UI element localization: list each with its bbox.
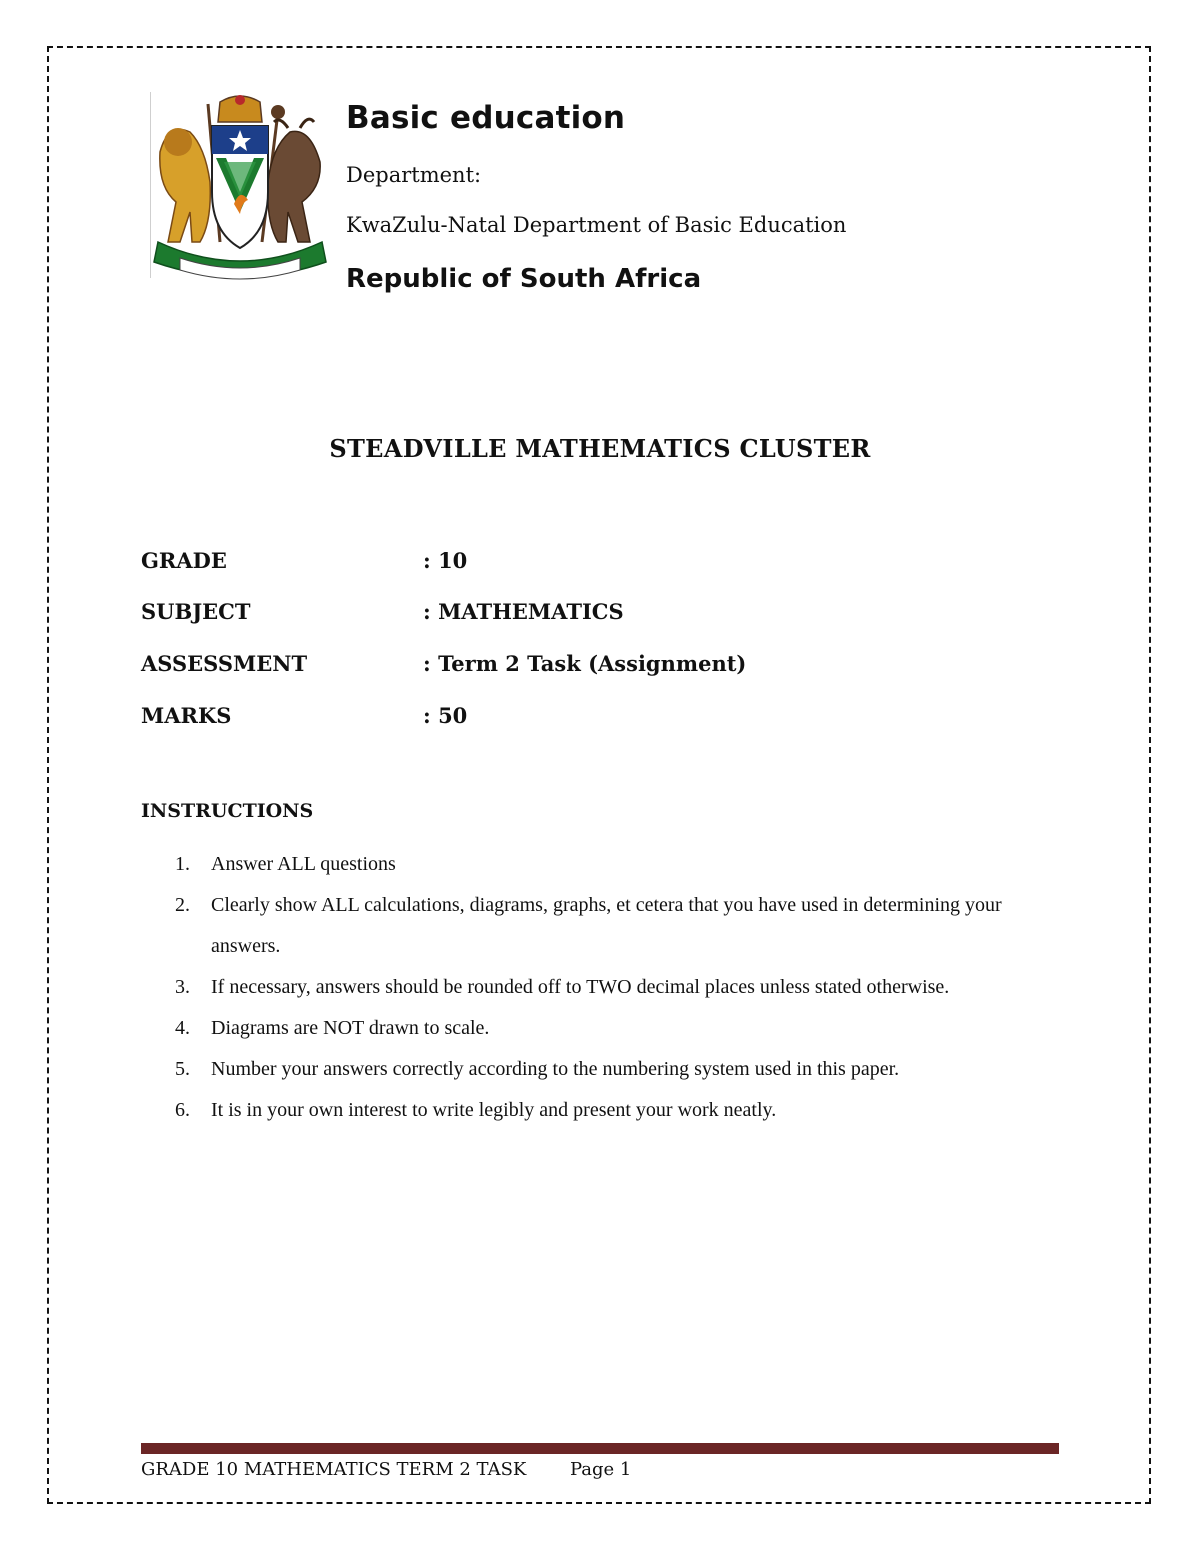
instruction-text: Diagrams are NOT drawn to scale. xyxy=(211,1017,490,1039)
instruction-number: 6. xyxy=(175,1099,190,1121)
meta-value: : 50 xyxy=(423,703,468,728)
meta-label: ASSESSMENT xyxy=(141,651,308,676)
instruction-number: 4. xyxy=(175,1017,190,1039)
instruction-text: Answer ALL questions xyxy=(211,853,396,875)
instruction-text: It is in your own interest to write legibly and present your work neatly. xyxy=(211,1099,777,1121)
instruction-number: 5. xyxy=(175,1058,190,1080)
footer-title: GRADE 10 MATHEMATICS TERM 2 TASK xyxy=(141,1459,527,1480)
meta-value: : 10 xyxy=(423,548,468,573)
meta-label: MARKS xyxy=(141,703,232,728)
meta-label: GRADE xyxy=(141,548,227,573)
instruction-text: Clearly show ALL calculations, diagrams, graphs, et cetera that you have used in determining your answers. xyxy=(211,894,1002,957)
instructions-title: INSTRUCTIONS xyxy=(141,800,314,822)
instruction-number: 1. xyxy=(175,853,190,875)
instruction-item xyxy=(141,1090,1041,1131)
meta-label: SUBJECT xyxy=(141,599,251,624)
department-name: KwaZulu-Natal Department of Basic Education xyxy=(346,213,847,237)
instruction-text: Number your answers correctly according to the numbering system used in this paper. xyxy=(211,1058,900,1080)
instructions-list xyxy=(141,844,1041,1131)
cluster-title: STEADVILLE MATHEMATICS CLUSTER xyxy=(329,434,871,463)
instruction-item xyxy=(141,844,1041,885)
instruction-item xyxy=(141,1049,1041,1090)
meta-value: : Term 2 Task (Assignment) xyxy=(423,651,747,676)
instruction-item xyxy=(141,885,1041,967)
instruction-item xyxy=(141,967,1041,1008)
instruction-text: If necessary, answers should be rounded off to TWO decimal places unless stated otherwise. xyxy=(211,976,950,998)
meta-value: : MATHEMATICS xyxy=(423,599,624,624)
footer-page-number: Page 1 xyxy=(570,1459,632,1480)
department-label: Department: xyxy=(346,163,482,187)
instruction-item xyxy=(141,1008,1041,1049)
country-name: Republic of South Africa xyxy=(346,264,702,294)
instruction-number: 2. xyxy=(175,894,190,916)
instruction-number: 3. xyxy=(175,976,190,998)
footer-bar xyxy=(141,1443,1059,1454)
header-title: Basic education xyxy=(346,100,626,136)
coat-of-arms-icon xyxy=(150,92,330,280)
